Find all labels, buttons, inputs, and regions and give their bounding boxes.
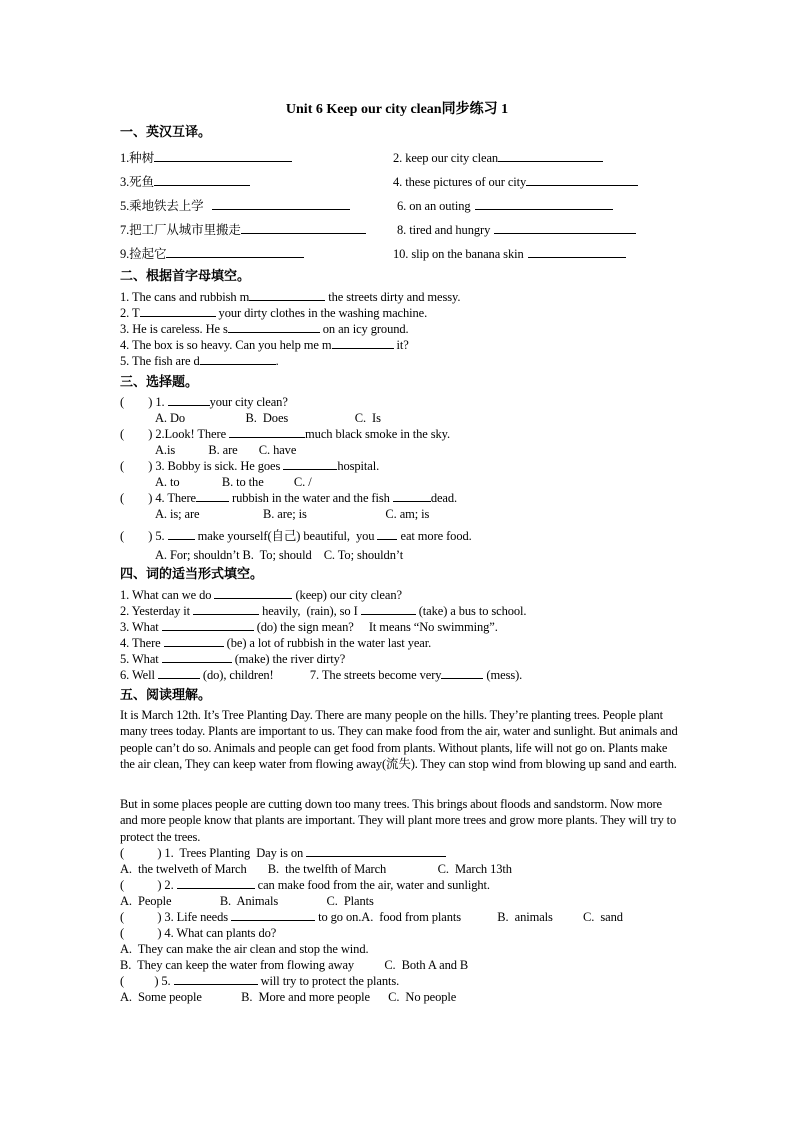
- answer-blank[interactable]: [393, 490, 431, 502]
- answer-blank[interactable]: [196, 490, 229, 502]
- translate-item-4: 4. these pictures of our city: [393, 174, 638, 190]
- reading-options-5[interactable]: A. Some people B. More and more people C. No people: [120, 990, 457, 1004]
- reading-item-2: ( ) 2. can make food from the air, water and sunlight.: [120, 878, 490, 892]
- answer-blank[interactable]: [526, 174, 638, 186]
- translate-item-10: 10. slip on the banana skin: [393, 246, 626, 262]
- section-heading-choice: 三、选择题。: [120, 375, 199, 390]
- translate-item-7: 7.把工厂从城市里搬走: [120, 222, 366, 238]
- answer-blank[interactable]: [528, 246, 626, 258]
- choice-options-4[interactable]: A. is; are B. are; is C. am; is: [155, 507, 430, 521]
- forms-item-5: 5. What (make) the river dirty?: [120, 652, 346, 666]
- translate-item-9: 9.捡起它: [120, 246, 304, 262]
- answer-blank[interactable]: [162, 619, 254, 631]
- choice-options-5[interactable]: A. For; shouldn’t B. To; should C. To; shouldn’t: [155, 548, 404, 562]
- reading-item-3: ( ) 3. Life needs to go on.A. food from plants B. animals C. sand: [120, 910, 623, 924]
- answer-blank[interactable]: [377, 528, 397, 540]
- reading-options-1[interactable]: A. the twelveth of March B. the twelfth of March C. March 13th: [120, 862, 512, 876]
- choice-item-5: ( ) 5. make yourself(自己) beautiful, you eat more food.: [120, 529, 472, 543]
- reading-item-1: ( ) 1. Trees Planting Day is on: [120, 845, 446, 861]
- initials-item-5: 5. The fish are d .: [120, 354, 279, 368]
- reading-paragraph-2: But in some places people are cutting down too many trees. This brings about floods and sandstorm. Now more and more people know that plants are important. They will plant more trees and grow more plants. They will try to protect the trees.: [120, 797, 677, 844]
- section-heading-word-forms: 四、词的适当形式填空。: [120, 567, 264, 582]
- answer-blank[interactable]: [193, 603, 259, 615]
- answer-blank[interactable]: [200, 353, 276, 365]
- section-heading-translate: 一、英汉互译。: [120, 125, 212, 140]
- translate-item-6: 6. on an outing: [397, 198, 613, 214]
- answer-blank[interactable]: [361, 603, 416, 615]
- answer-blank[interactable]: [212, 198, 350, 210]
- choice-options-1[interactable]: A. Do B. Does C. Is: [155, 411, 381, 425]
- initials-item-1: 1. The cans and rubbish m the streets dirty and messy.: [120, 290, 461, 304]
- answer-blank[interactable]: [158, 667, 200, 679]
- initials-item-2: 2. T your dirty clothes in the washing machine.: [120, 306, 428, 320]
- choice-item-2: ( ) 2.Look! There much black smoke in the sky.: [120, 427, 451, 441]
- translate-item-2: 2. keep our city clean: [393, 150, 603, 166]
- answer-blank[interactable]: [475, 198, 613, 210]
- answer-blank[interactable]: [140, 305, 216, 317]
- choice-item-3: ( ) 3. Bobby is sick. He goes hospital.: [120, 459, 380, 473]
- answer-blank[interactable]: [164, 635, 224, 647]
- forms-item-2: 2. Yesterday it heavily, (rain), so I (take) a bus to school.: [120, 604, 527, 618]
- answer-blank[interactable]: [154, 150, 292, 162]
- answer-blank[interactable]: [174, 973, 258, 985]
- answer-blank[interactable]: [177, 877, 255, 889]
- translate-item-3: 3.死鱼: [120, 174, 250, 190]
- answer-blank[interactable]: [162, 651, 232, 663]
- answer-blank[interactable]: [214, 587, 292, 599]
- forms-item-6-7: 6. Well (do), children! 7. The streets become very (mess).: [120, 668, 523, 682]
- answer-blank[interactable]: [498, 150, 603, 162]
- choice-options-3[interactable]: A. to B. to the C. /: [155, 475, 312, 489]
- initials-item-3: 3. He is careless. He s on an icy ground.: [120, 322, 409, 336]
- translate-item-8: 8. tired and hungry: [397, 222, 636, 238]
- answer-blank[interactable]: [283, 458, 337, 470]
- choice-options-2[interactable]: A.is B. are C. have: [155, 443, 297, 457]
- reading-item-5: ( ) 5. will try to protect the plants.: [120, 974, 400, 988]
- answer-blank[interactable]: [249, 289, 325, 301]
- answer-blank[interactable]: [168, 394, 210, 406]
- translate-item-5: 5.乘地铁去上学: [120, 198, 350, 214]
- answer-blank[interactable]: [229, 426, 305, 438]
- reading-item-4: ( ) 4. What can plants do?: [120, 926, 277, 940]
- answer-blank[interactable]: [154, 174, 250, 186]
- forms-item-4: 4. There (be) a lot of rubbish in the water last year.: [120, 636, 432, 650]
- choice-item-4: ( ) 4. There rubbish in the water and the fish dead.: [120, 491, 458, 505]
- forms-item-1: 1. What can we do (keep) our city clean?: [120, 588, 402, 602]
- section-heading-initials: 二、根据首字母填空。: [120, 269, 251, 284]
- answer-blank[interactable]: [306, 845, 446, 857]
- section-heading-reading: 五、阅读理解。: [120, 688, 212, 703]
- answer-blank[interactable]: [241, 222, 366, 234]
- reading-paragraph-1: It is March 12th. It’s Tree Planting Day. There are many people on the hills. They’re planting trees. People plant many trees today. Plants are important to us. They can make food from the air, water and sunlight. But animals and people can’t do so. Animals and people can get food from plants. Without plants, life will not go on. Plants make the air clean, They can keep water from flowing away(流失). They can stop wind from blowing up sand and earth.: [120, 708, 678, 771]
- translate-item-1: 1.种树: [120, 150, 292, 166]
- forms-item-3: 3. What (do) the sign mean? It means “No swimming”.: [120, 620, 498, 634]
- reading-options-4a[interactable]: A. They can make the air clean and stop the wind.: [120, 942, 369, 956]
- initials-item-4: 4. The box is so heavy. Can you help me m it?: [120, 338, 409, 352]
- choice-item-1: ( ) 1. your city clean?: [120, 395, 288, 409]
- answer-blank[interactable]: [332, 337, 394, 349]
- answer-blank[interactable]: [168, 528, 195, 540]
- answer-blank[interactable]: [494, 222, 636, 234]
- page-title: Unit 6 Keep our city clean同步练习 1: [285, 102, 509, 117]
- reading-options-4b[interactable]: B. They can keep the water from flowing away C. Both A and B: [120, 958, 469, 972]
- answer-blank[interactable]: [441, 667, 483, 679]
- answer-blank[interactable]: [228, 321, 320, 333]
- answer-blank[interactable]: [231, 909, 315, 921]
- reading-options-2[interactable]: A. People B. Animals C. Plants: [120, 894, 374, 908]
- answer-blank[interactable]: [166, 246, 304, 258]
